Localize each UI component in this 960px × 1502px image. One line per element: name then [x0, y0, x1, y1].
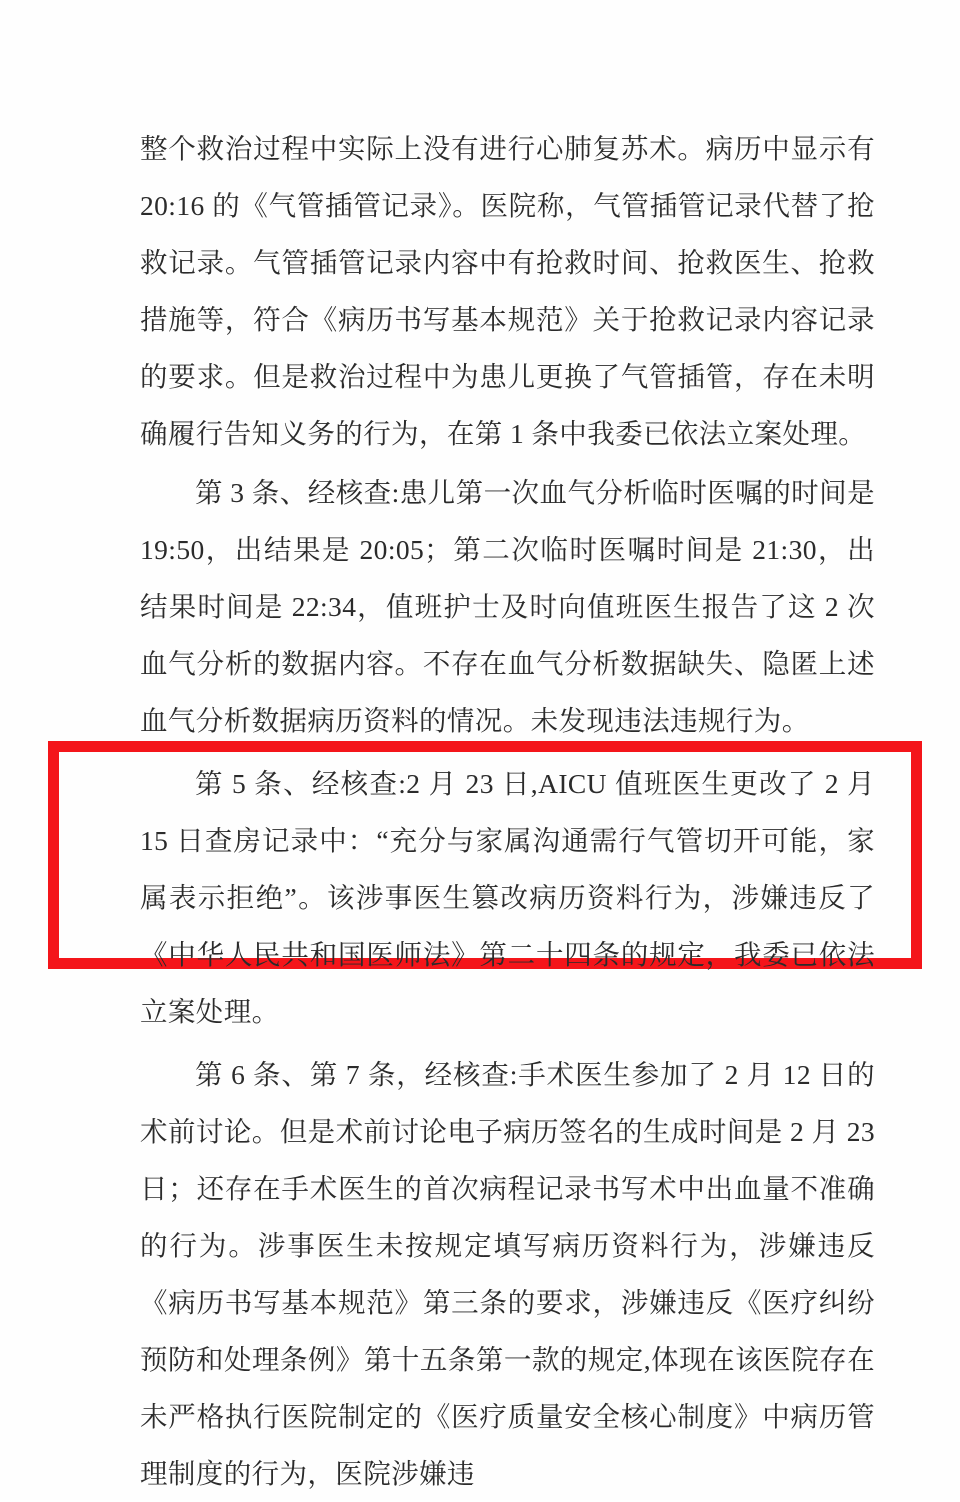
paragraph-4-article-6-7: 第 6 条、第 7 条，经核查:手术医生参加了 2 月 12 日的术前讨论。但是术前讨论电子病历签名的生成时间是 2 月 23 日；还存在手术医生的首次病程记录书写术中出血量不准确的行为。涉事医生未按规定填写病历资料行为，涉嫌违反《病历书写基本规范》第三条的要求，涉嫌违反《医疗纠纷预防和处理条例》第十五条第一款的规定,体现在该医院存在未严格执行医院制定的《医疗质量安全核心制度》中病历管理制度的行为，医院涉嫌违 [140, 1059, 875, 1489]
paragraph-1: 整个救治过程中实际上没有进行心肺复苏术。病历中显示有 20:16 的《气管插管记录》。医院称，气管插管记录代替了抢救记录。气管插管记录内容中有抢救时间、抢救医生、抢救措施等，符合《病历书写基本规范》关于抢救记录内容记录的要求。但是救治过程中为患儿更换了气管插管，存在未明确履行告知义务的行为，在第 1 条中我委已依法立案处理。 [140, 133, 875, 449]
paragraph-3-article-5: 第 5 条、经核查:2 月 23 日,AICU 值班医生更改了 2 月 15 日查房记录中：“充分与家属沟通需行气管切开可能，家属表示拒绝”。该涉事医生篡改病历资料行为，涉嫌违反了《中华人民共和国医师法》第二十四条的规定，我委已依法立案处理。 [140, 768, 875, 1027]
document-body [140, 120, 875, 1502]
paragraph-2-article-3: 第 3 条、经核查:患儿第一次血气分析临时医嘱的时间是 19:50，出结果是 20:05；第二次临时医嘱时间是 21:30，出结果时间是 22:34，值班护士及时向值班医生报告了这 2 次血气分析的数据内容。不存在血气分析数据缺失、隐匿上述血气分析数据病历资料的情况。未发现违法违规行为。 [140, 477, 875, 736]
highlighted-section-article-5 [140, 755, 875, 1040]
